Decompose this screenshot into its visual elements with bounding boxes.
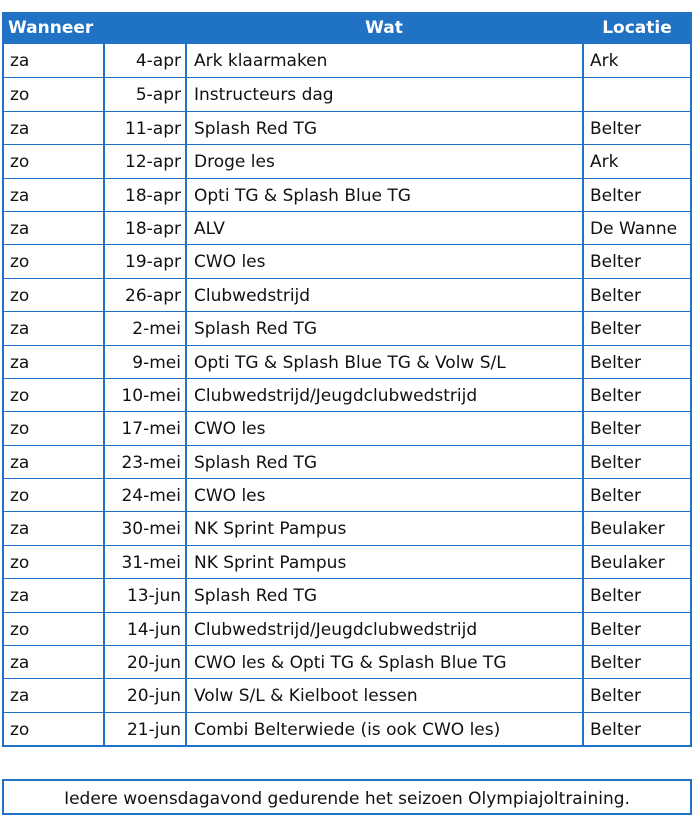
date-cell: 30-mei [121, 519, 181, 540]
location-cell: Belter [590, 452, 641, 473]
day-cell: zo [10, 152, 30, 173]
activity-cell: Splash Red TG [194, 586, 318, 607]
location-cell: Belter [590, 686, 641, 707]
day-cell: za [10, 352, 30, 373]
location-cell: Belter [590, 319, 641, 340]
location-cell: Belter [590, 719, 641, 740]
table-row [4, 278, 690, 311]
location-cell: Belter [590, 352, 641, 373]
header-location: Locatie [602, 18, 672, 38]
day-cell: za [10, 452, 30, 473]
location-cell: Belter [590, 118, 641, 139]
schedule-table [2, 12, 692, 747]
day-cell: zo [10, 552, 30, 573]
day-cell: za [10, 218, 30, 239]
activity-cell: Splash Red TG [194, 319, 318, 340]
day-cell: zo [10, 385, 30, 406]
day-cell: zo [10, 85, 30, 106]
day-cell: zo [10, 486, 30, 507]
location-cell: Belter [590, 252, 641, 273]
date-cell: 24-mei [121, 486, 181, 507]
day-cell: za [10, 51, 30, 71]
date-cell: 26-apr [125, 285, 181, 306]
location-cell: Belter [590, 653, 641, 674]
date-cell: 12-apr [125, 152, 181, 173]
table-row [4, 678, 690, 711]
day-cell: za [10, 653, 30, 674]
date-cell: 14-jun [126, 619, 181, 640]
header-what: Wat [365, 18, 403, 38]
activity-cell: ALV [194, 218, 225, 239]
date-cell: 19-apr [125, 252, 181, 273]
day-cell: za [10, 118, 30, 139]
date-cell: 13-jun [126, 586, 181, 607]
table-row [4, 445, 690, 478]
table-row [4, 645, 690, 678]
activity-cell: NK Sprint Pampus [194, 552, 347, 573]
activity-cell: Combi Belterwiede (is ook CWO les) [194, 719, 501, 740]
date-cell: 2-mei [132, 319, 181, 340]
activity-cell: Splash Red TG [194, 452, 318, 473]
table-row [4, 578, 690, 611]
table-row [4, 77, 690, 110]
table-row [4, 478, 690, 511]
date-cell: 18-apr [125, 218, 181, 239]
column-divider [103, 44, 105, 745]
day-cell: zo [10, 285, 30, 306]
location-cell: Beulaker [590, 519, 665, 540]
activity-cell: CWO les [194, 486, 266, 507]
activity-cell: Clubwedstrijd [194, 285, 311, 306]
activity-cell: Clubwedstrijd/Jeugdclubwedstrijd [194, 385, 478, 406]
location-cell: Belter [590, 486, 641, 507]
date-cell: 23-mei [121, 452, 181, 473]
table-row [4, 511, 690, 544]
date-cell: 17-mei [121, 419, 181, 440]
date-cell: 20-jun [126, 653, 181, 674]
column-divider [582, 44, 584, 745]
table-row [4, 178, 690, 211]
location-cell: Ark [590, 152, 619, 173]
activity-cell: Instructeurs dag [194, 85, 334, 106]
activity-cell: Opti TG & Splash Blue TG & Volw S/L [194, 352, 506, 373]
activity-cell: Opti TG & Splash Blue TG [194, 185, 411, 206]
date-cell: 20-jun [126, 686, 181, 707]
activity-cell: Splash Red TG [194, 118, 318, 139]
table-row [4, 311, 690, 344]
table-row [4, 244, 690, 277]
table-row [4, 44, 690, 77]
table-row [4, 144, 690, 177]
day-cell: za [10, 185, 30, 206]
date-cell: 4-apr [135, 51, 181, 71]
location-cell: De Wanne [590, 218, 678, 239]
table-row [4, 545, 690, 578]
location-cell: Beulaker [590, 552, 665, 573]
table-row [4, 411, 690, 444]
activity-cell: Droge les [194, 152, 275, 173]
table-row [4, 345, 690, 378]
header-when: Wanneer [8, 18, 94, 38]
activity-cell: CWO les [194, 419, 266, 440]
day-cell: za [10, 686, 30, 707]
table-row [4, 378, 690, 411]
footer-note: Iedere woensdagavond gedurende het seizoen Olympiajoltraining. [2, 779, 692, 815]
activity-cell: CWO les [194, 252, 266, 273]
table-row [4, 712, 690, 745]
day-cell: zo [10, 719, 30, 740]
day-cell: za [10, 586, 30, 607]
location-cell: Belter [590, 185, 641, 206]
date-cell: 5-apr [135, 85, 181, 106]
location-cell: Ark [590, 51, 619, 71]
activity-cell: CWO les & Opti TG & Splash Blue TG [194, 653, 507, 674]
activity-cell: Volw S/L & Kielboot lessen [194, 686, 418, 707]
table-header [2, 12, 692, 44]
day-cell: zo [10, 619, 30, 640]
day-cell: za [10, 519, 30, 540]
date-cell: 18-apr [125, 185, 181, 206]
location-cell: Belter [590, 419, 641, 440]
date-cell: 21-jun [126, 719, 181, 740]
date-cell: 31-mei [121, 552, 181, 573]
location-cell: Belter [590, 586, 641, 607]
day-cell: zo [10, 419, 30, 440]
activity-cell: Ark klaarmaken [194, 51, 328, 71]
location-cell: Belter [590, 285, 641, 306]
location-cell: Belter [590, 619, 641, 640]
activity-cell: Clubwedstrijd/Jeugdclubwedstrijd [194, 619, 478, 640]
location-cell: Belter [590, 385, 641, 406]
table-row [4, 612, 690, 645]
day-cell: za [10, 319, 30, 340]
day-cell: zo [10, 252, 30, 273]
table-row [4, 211, 690, 244]
activity-cell: NK Sprint Pampus [194, 519, 347, 540]
date-cell: 11-apr [125, 118, 181, 139]
date-cell: 10-mei [121, 385, 181, 406]
column-divider [185, 44, 187, 745]
date-cell: 9-mei [132, 352, 181, 373]
table-body [2, 44, 692, 747]
table-row [4, 111, 690, 144]
